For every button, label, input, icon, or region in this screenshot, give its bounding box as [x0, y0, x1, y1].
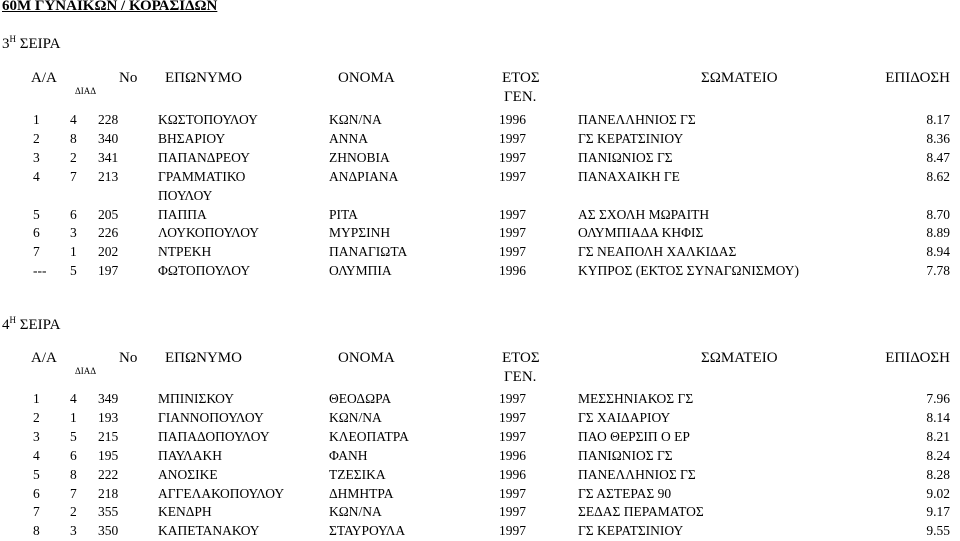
cell-diad: 3 — [70, 225, 77, 241]
cell-surname: ΒΗΣΑΡΙΟΥ — [158, 130, 226, 146]
cell-year: 1997 — [499, 206, 526, 222]
cell-club: ΚΥΠΡΟΣ (ΕΚΤΟΣ ΣΥΝΑΓΩΝΙΣΜΟΥ) — [578, 263, 799, 279]
cell-year: 1997 — [499, 523, 526, 539]
cell-diad: 5 — [70, 263, 77, 279]
cell-surname: ΑΓΓΕΛΑΚΟΠΟΥΛΟΥ — [158, 485, 285, 501]
cell-name: ΡΙΤΑ — [329, 206, 358, 222]
cell-perf: 9.55 — [926, 523, 950, 539]
table-row — [0, 503, 960, 522]
cell-perf: 8.62 — [926, 168, 950, 184]
cell-aa: 4 — [33, 168, 40, 184]
cell-surname: ΚΑΠΕΤΑΝΑΚΟΥ — [158, 523, 260, 539]
header-diad: ΔΙΑΔ — [75, 366, 97, 376]
cell-no: 193 — [98, 409, 119, 425]
header-perf: ΕΠΙΔΟΣΗ — [885, 350, 950, 366]
cell-no: 355 — [98, 504, 119, 520]
cell-aa: 1 — [33, 391, 40, 406]
table-row — [0, 262, 960, 281]
cell-club: ΣΕΔΑΣ ΠΕΡΑΜΑΤΟΣ — [578, 504, 704, 520]
cell-year: 1997 — [499, 485, 526, 501]
cell-name: ΜΥΡΣΙΝΗ — [329, 225, 391, 241]
cell-perf: 8.21 — [926, 428, 950, 444]
header-year-2: ΓΕΝ. — [504, 369, 537, 385]
cell-year: 1997 — [499, 168, 526, 184]
cell-diad: 4 — [70, 391, 77, 406]
cell-name: ΚΛΕΟΠΑΤΡΑ — [329, 428, 409, 444]
cell-aa: --- — [33, 263, 47, 279]
table-row — [0, 428, 960, 447]
table-row — [0, 243, 960, 262]
series-label: ΣΕΙΡΑ — [16, 36, 61, 52]
cell-no: 215 — [98, 428, 119, 444]
cell-diad: 7 — [70, 168, 77, 184]
table-row — [0, 168, 960, 206]
cell-diad: 5 — [70, 428, 77, 444]
cell-surname: ΠΑΠΑΝΔΡΕΟΥ — [158, 149, 251, 165]
cell-club: ΠΑΝΑΧΑΙΚΗ ΓΕ — [578, 168, 680, 184]
cell-club: ΠΑΝΙΩΝΙΟΣ ΓΣ — [578, 447, 673, 463]
header-surname: ΕΠΩΝΥΜΟ — [165, 350, 242, 366]
cell-year: 1997 — [499, 244, 526, 260]
cell-year: 1997 — [499, 225, 526, 241]
cell-surname: ΦΩΤΟΠΟΥΛΟΥ — [158, 263, 251, 279]
cell-perf: 8.14 — [926, 409, 950, 425]
cell-aa: 3 — [33, 428, 40, 444]
document-title: 60Μ ΓΥΝΑΙΚΩΝ / ΚΟΡΑΣΙΔΩΝ — [2, 0, 218, 14]
header-diad: ΔΙΑΔ — [75, 86, 97, 96]
table-row — [0, 206, 960, 225]
cell-name: ΘΕΟΔΩΡΑ — [329, 391, 392, 406]
cell-aa: 7 — [33, 504, 40, 520]
cell-perf: 8.89 — [926, 225, 950, 241]
cell-diad: 2 — [70, 504, 77, 520]
cell-year: 1997 — [499, 391, 526, 406]
table-row — [0, 130, 960, 149]
series-number: 4 — [2, 317, 10, 333]
cell-name: ΑΝΝΑ — [329, 130, 368, 146]
table-row — [0, 447, 960, 466]
cell-club: ΓΣ ΧΑΙΔΑΡΙΟΥ — [578, 409, 671, 425]
cell-name: ΔΗΜΗΤΡΑ — [329, 485, 394, 501]
cell-diad: 1 — [70, 409, 77, 425]
cell-diad: 1 — [70, 244, 77, 260]
cell-surname: ΓΙΑΝΝΟΠΟΥΛΟΥ — [158, 409, 264, 425]
cell-perf: 9.02 — [926, 485, 950, 501]
cell-diad: 6 — [70, 447, 77, 463]
cell-perf: 8.47 — [926, 149, 950, 165]
cell-club: ΠΑΟ ΘΕΡΣΙΠ Ο ΕΡ — [578, 428, 690, 444]
cell-perf: 8.24 — [926, 447, 950, 463]
series-superscript: Η — [9, 315, 16, 325]
cell-perf: 8.36 — [926, 130, 950, 146]
cell-perf: 8.94 — [926, 244, 950, 260]
cell-aa: 6 — [33, 225, 40, 241]
cell-surname: ΚΕΝΔΡΗ — [158, 504, 212, 520]
cell-diad: 2 — [70, 149, 77, 165]
table-row — [0, 224, 960, 243]
cell-name: ΚΩΝ/ΝΑ — [329, 112, 382, 127]
cell-surname: ΝΤΡΕΚΗ — [158, 244, 212, 260]
cell-no: 195 — [98, 447, 119, 463]
cell-surname: ΚΩΣΤΟΠΟΥΛΟΥ — [158, 112, 258, 127]
table-row — [0, 149, 960, 168]
cell-aa: 1 — [33, 112, 40, 127]
cell-diad: 8 — [70, 466, 77, 482]
cell-no: 218 — [98, 485, 119, 501]
cell-surname: ΜΠΙΝΙΣΚΟΥ — [158, 391, 234, 406]
table-row — [0, 409, 960, 428]
cell-aa: 5 — [33, 466, 40, 482]
cell-surname: ΑΝΟΣΙΚΕ — [158, 466, 218, 482]
header-aa: Α/Α — [31, 350, 57, 366]
cell-perf: 8.17 — [926, 112, 950, 127]
table-header — [0, 70, 960, 110]
cell-name: ΤΖΕΣΙΚΑ — [329, 466, 386, 482]
cell-aa: 5 — [33, 206, 40, 222]
cell-no: 226 — [98, 225, 119, 241]
table-header — [0, 350, 960, 390]
cell-year: 1997 — [499, 130, 526, 146]
cell-no: 213 — [98, 168, 119, 184]
cell-surname: ΛΟΥΚΟΠΟΥΛΟΥ — [158, 225, 260, 241]
header-aa: Α/Α — [31, 70, 57, 86]
cell-no: 205 — [98, 206, 119, 222]
cell-no: 202 — [98, 244, 119, 260]
cell-name: ΠΑΝΑΓΙΩΤΑ — [329, 244, 408, 260]
cell-year: 1997 — [499, 149, 526, 165]
cell-year: 1996 — [499, 466, 526, 482]
cell-diad: 8 — [70, 130, 77, 146]
cell-surname: ΠΑΠΑΔΟΠΟΥΛΟΥ — [158, 428, 270, 444]
header-club: ΣΩΜΑΤΕΙΟ — [701, 70, 778, 86]
cell-no: 349 — [98, 391, 119, 406]
cell-perf: 9.17 — [926, 504, 950, 520]
cell-club: ΑΣ ΣΧΟΛΗ ΜΩΡΑΙΤΗ — [578, 206, 710, 222]
cell-no: 197 — [98, 263, 119, 279]
header-year: ΕΤΟΣ — [502, 70, 540, 86]
cell-no: 228 — [98, 112, 119, 127]
cell-aa: 2 — [33, 130, 40, 146]
cell-diad: 6 — [70, 206, 77, 222]
cell-year: 1996 — [499, 263, 526, 279]
header-name: ΟΝΟΜΑ — [338, 350, 395, 366]
series-title — [2, 315, 60, 334]
table-row — [0, 466, 960, 485]
cell-name: ΣΤΑΥΡΟΥΛΑ — [329, 523, 406, 539]
cell-aa: 4 — [33, 447, 40, 463]
cell-name: ΚΩΝ/ΝΑ — [329, 409, 382, 425]
table-row — [0, 485, 960, 504]
header-no: Νο — [119, 70, 138, 86]
cell-aa: 7 — [33, 244, 40, 260]
cell-club: ΠΑΝΙΩΝΙΟΣ ΓΣ — [578, 149, 673, 165]
cell-club: ΓΣ ΑΣΤΕΡΑΣ 90 — [578, 485, 672, 501]
cell-aa: 8 — [33, 523, 40, 539]
cell-year: 1997 — [499, 428, 526, 444]
series-superscript: Η — [9, 34, 16, 44]
cell-perf: 8.28 — [926, 466, 950, 482]
cell-club: ΓΣ ΚΕΡΑΤΣΙΝΙΟΥ — [578, 130, 684, 146]
cell-aa: 6 — [33, 485, 40, 501]
table-row — [0, 390, 960, 409]
cell-surname: ΓΡΑΜΜΑΤΙΚΟΠΟΥΛΟΥ — [158, 168, 246, 203]
cell-no: 222 — [98, 466, 119, 482]
cell-perf: 7.96 — [926, 391, 950, 406]
cell-diad: 3 — [70, 523, 77, 539]
cell-name: ΦΑΝΗ — [329, 447, 368, 463]
cell-club: ΠΑΝΕΛΛΗΝΙΟΣ ΓΣ — [578, 112, 696, 127]
table-row — [0, 111, 960, 130]
series-title — [2, 34, 60, 53]
cell-surname: ΠΑΥΛΑΚΗ — [158, 447, 223, 463]
cell-club: ΓΣ ΚΕΡΑΤΣΙΝΙΟΥ — [578, 523, 684, 539]
cell-perf: 7.78 — [926, 263, 950, 279]
cell-club: ΜΕΣΣΗΝΙΑΚΟΣ ΓΣ — [578, 391, 694, 406]
cell-year: 1996 — [499, 447, 526, 463]
cell-name: ΖΗΝΟΒΙΑ — [329, 149, 390, 165]
cell-name: ΑΝΔΡΙΑΝΑ — [329, 168, 399, 184]
cell-club: ΓΣ ΝΕΑΠΟΛΗ ΧΑΛΚΙΔΑΣ — [578, 244, 737, 260]
series-number: 3 — [2, 36, 10, 52]
cell-diad: 7 — [70, 485, 77, 501]
header-perf: ΕΠΙΔΟΣΗ — [885, 70, 950, 86]
cell-no: 350 — [98, 523, 119, 539]
cell-no: 341 — [98, 149, 119, 165]
header-club: ΣΩΜΑΤΕΙΟ — [701, 350, 778, 366]
header-surname: ΕΠΩΝΥΜΟ — [165, 70, 242, 86]
cell-name: ΚΩΝ/ΝΑ — [329, 504, 382, 520]
header-year-2: ΓΕΝ. — [504, 89, 537, 105]
cell-diad: 4 — [70, 112, 77, 127]
cell-year: 1997 — [499, 409, 526, 425]
series-label: ΣΕΙΡΑ — [16, 317, 61, 333]
header-name: ΟΝΟΜΑ — [338, 70, 395, 86]
cell-name: ΟΛΥΜΠΙΑ — [329, 263, 392, 279]
header-year: ΕΤΟΣ — [502, 350, 540, 366]
table-row — [0, 522, 960, 541]
header-no: Νο — [119, 350, 138, 366]
cell-perf: 8.70 — [926, 206, 950, 222]
cell-aa: 2 — [33, 409, 40, 425]
cell-aa: 3 — [33, 149, 40, 165]
cell-year: 1997 — [499, 504, 526, 520]
cell-no: 340 — [98, 130, 119, 146]
cell-club: ΟΛΥΜΠΙΑΔΑ ΚΗΦΙΣ — [578, 225, 704, 241]
cell-club: ΠΑΝΕΛΛΗΝΙΟΣ ΓΣ — [578, 466, 696, 482]
cell-surname: ΠΑΠΠΑ — [158, 206, 207, 222]
cell-year: 1996 — [499, 112, 526, 127]
